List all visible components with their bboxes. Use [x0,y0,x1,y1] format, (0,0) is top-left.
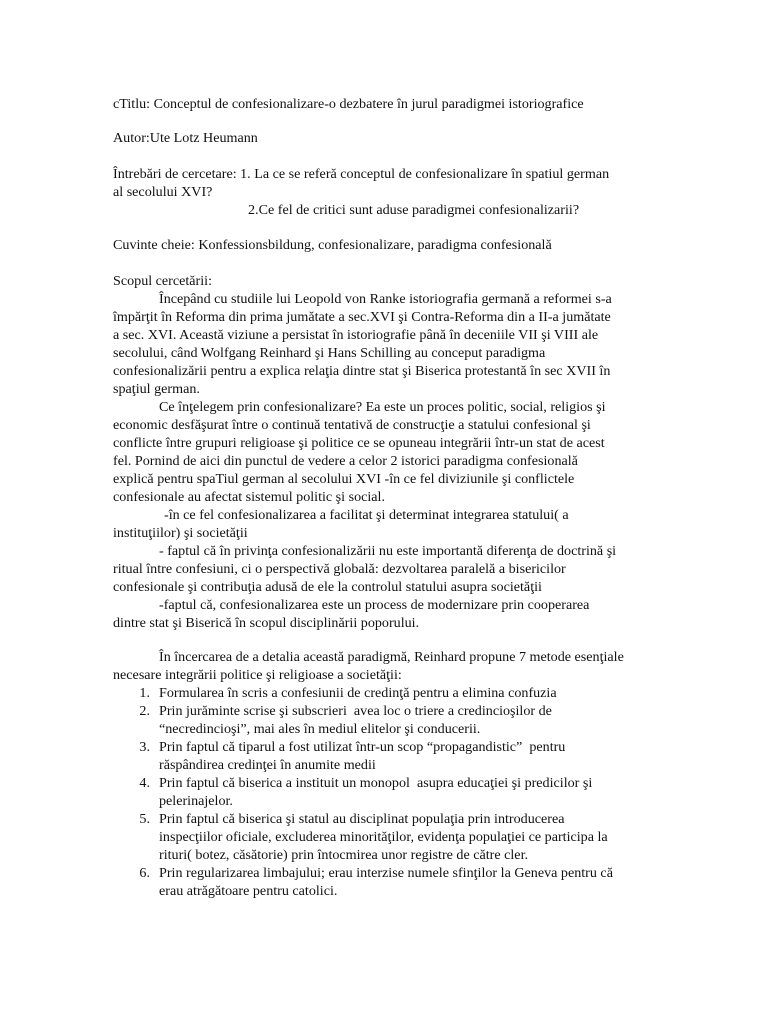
list-item-line: “necredincioşi”, mai ales în mediul elitelor şi conducerii. [159,721,481,737]
dash-item-line: -în ce fel confesionalizarea a facilitat şi determinat integrarea statului( a [164,507,569,523]
list-number: 1. [139,685,150,701]
author-line: Autor:Ute Lotz Heumann [113,130,258,146]
paragraph-line: explică pentru spaTiul german al secolului XVI -în ce fel diviziunile şi conflictele [113,471,575,487]
list-item-line: erau atrăgătoare pentru catolici. [159,883,338,899]
list-item-line: pelerinajelor. [159,793,233,809]
paragraph-line: împărţit în Reforma din prima jumătate a sec.XVI şi Contra-Reforma din a II-a jumătate [113,309,611,325]
list-number: 6. [139,865,150,881]
dash-item-line: - faptul că în privinţa confesionalizării nu este importantă diferenţa de doctrină şi [159,543,617,559]
paragraph-line: fel. Pornind de aici din punctul de vedere a celor 2 istorici paradigma confesională [113,453,578,469]
purpose-heading: Scopul cercetării: [113,273,213,289]
research-questions-line-3: 2.Ce fel de critici sunt aduse paradigmei confesionalizarii? [248,202,580,218]
paragraph-line: Ce înţelegem prin confesionalizare? Ea este un proces politic, social, religios şi [159,399,606,415]
paragraph-line: confesionalizării pentru a explica relaţia dintre stat şi Biserica protestantă în sec XVII în [113,363,611,379]
document-title: cTitlu: Conceptul de confesionalizare-o dezbatere în jurul paradigmei istoriografice [113,96,584,112]
paragraph-line: secolului, când Wolfgang Reinhard şi Hans Schilling au conceput paradigma [113,345,546,361]
list-item-line: răspândirea credinţei în anumite medii [159,757,376,773]
list-item-line: Prin faptul că biserica a instituit un monopol asupra educaţiei şi predicilor şi [159,775,593,791]
dash-item-line: instituţiilor) şi societăţii [113,525,248,541]
list-item-line: Prin jurăminte scrise şi subscrieri avea loc o triere a credincioşilor de [159,703,552,719]
paragraph-line: necesare integrării politice şi religioase a societăţii: [113,667,402,683]
list-item-line: inspecţiilor oficiale, excluderea minorităţilor, evidenţa populaţiei ce participa la [159,829,608,845]
paragraph-line: spaţiul german. [113,381,200,397]
list-number: 3. [139,739,150,755]
dash-item-line: dintre stat şi Biserică în scopul disciplinării poporului. [113,615,420,631]
paragraph-line: economic desfăşurat între o continuă tentativă de construcţie a statului confesional şi [113,417,591,433]
list-number: 2. [139,703,150,719]
paragraph-line: confesionale au afectat sistemul politic şi social. [113,489,385,505]
research-questions-line-1: Întrebări de cercetare: 1. La ce se referă conceptul de confesionalizare în spatiul german [113,166,610,182]
list-item-line: rituri( botez, căsătorie) prin întocmirea unor registre de către cler. [159,847,529,863]
research-questions-line-2: al secolului XVI? [113,184,213,200]
dash-item-line: confesionale şi contribuţia adusă de ele la controlul statului asupra societăţii [113,579,542,595]
paragraph-line: a sec. XVI. Această viziune a persistat în istoriografie până în deceniile VII şi VIII ale [113,327,599,343]
paragraph-line: În încercarea de a detalia această paradigmă, Reinhard propune 7 metode esenţiale [159,649,624,665]
list-number: 4. [139,775,150,791]
paragraph-line: Începând cu studiile lui Leopold von Ranke istoriografia germană a reformei s-a [159,291,612,307]
dash-item-line: ritual între confesiuni, ci o perspectivă globală: dezvoltarea paralelă a bisericilor [113,561,566,577]
list-item-line: Prin regularizarea limbajului; erau interzise numele sfinţilor la Geneva pentru că [159,865,613,881]
paragraph-line: conflicte între grupuri religioase şi politice ce se opuneau integrării într-un stat de acest [113,435,605,451]
list-item-line: Prin faptul că tiparul a fost utilizat într-un scop “propagandistic” pentru [159,739,566,755]
list-number: 5. [139,811,150,827]
list-item-line: Formularea în scris a confesiunii de credinţă pentru a elimina confuzia [159,685,557,701]
list-item-line: Prin faptul că biserica şi statul au disciplinat populaţia prin introducerea [159,811,565,827]
keywords-line: Cuvinte cheie: Konfessionsbildung, confesionalizare, paradigma confesională [113,237,552,253]
dash-item-line: -faptul că, confesionalizarea este un process de modernizare prin cooperarea [159,597,590,613]
